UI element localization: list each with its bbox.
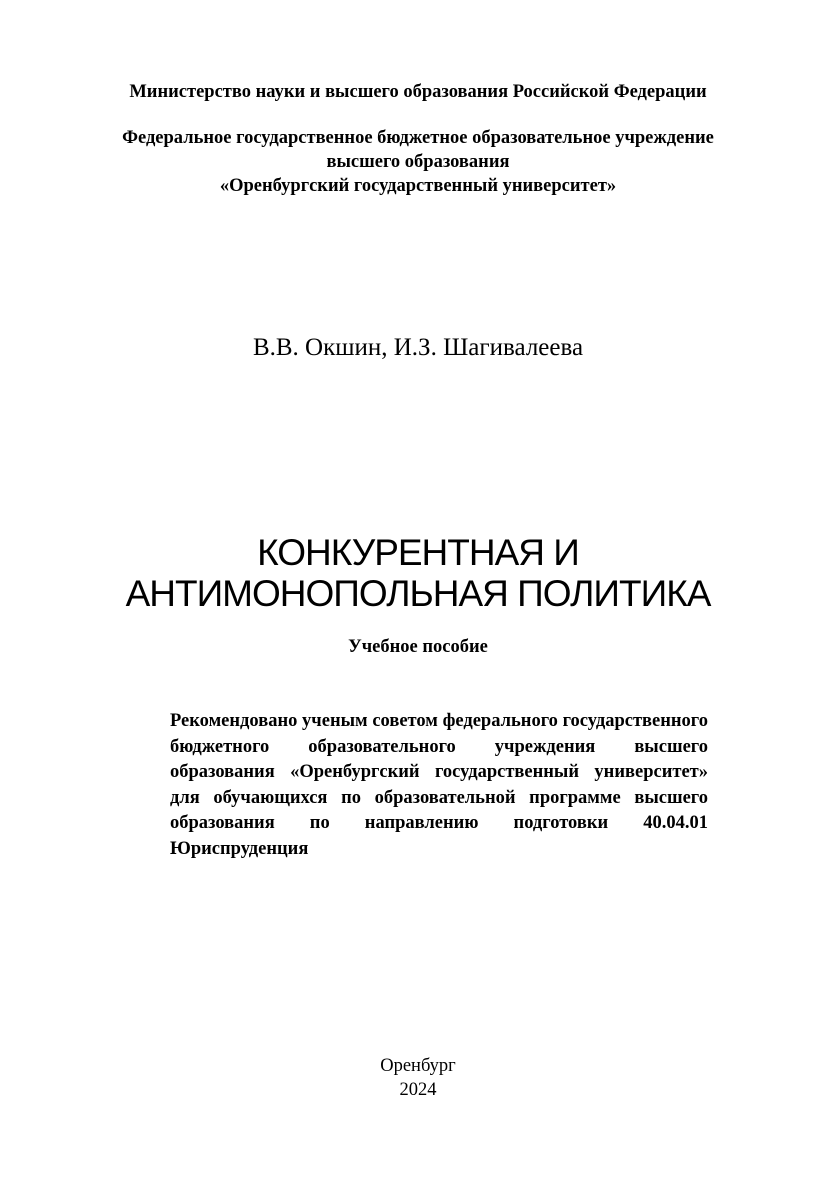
recommendation-text: Рекомендовано ученым советом федерального государственного бюджетного образовательного учреждения высшего образования «Оренбургский государственный университет» для обучающихся по образовательной программе высшего образования по направлению подготовки 40.04.01 Юриспруденция <box>170 711 708 859</box>
title-line-1: КОНКУРЕНТНАЯ И <box>257 532 579 573</box>
institution-line-3: «Оренбургский государственный университет» <box>219 176 617 196</box>
authors: В.В. Окшин, И.З. Шагивалеева <box>252 334 584 361</box>
publication-place <box>0 1054 836 1102</box>
ministry-name: Министерство науки и высшего образования Российской Федерации <box>129 82 707 102</box>
year: 2024 <box>399 1080 437 1100</box>
institution-name <box>0 126 836 198</box>
title-line-2: АНТИМОНОПОЛЬНАЯ ПОЛИТИКА <box>125 573 711 614</box>
city: Оренбург <box>380 1056 456 1076</box>
document-title <box>0 532 836 614</box>
document-subtitle: Учебное пособие <box>348 637 488 657</box>
institution-line-1: Федеральное государственное бюджетное образовательное учреждение <box>122 128 714 148</box>
institution-line-2: высшего образования <box>326 152 510 172</box>
